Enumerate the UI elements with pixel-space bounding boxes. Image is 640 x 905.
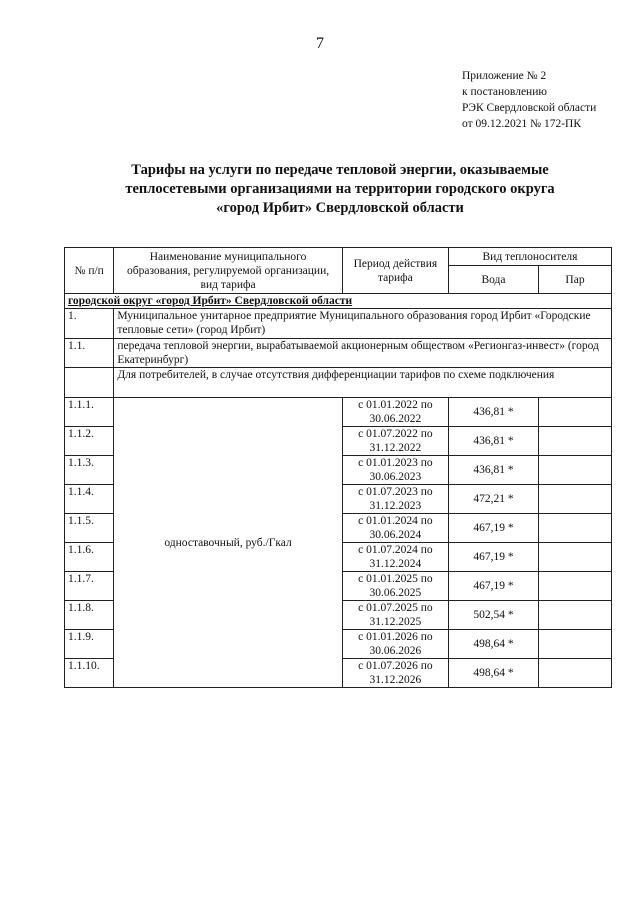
period-cell xyxy=(342,543,448,572)
steam-value xyxy=(539,514,612,543)
row-num: 1.1.1. xyxy=(65,398,114,427)
period-from: с 01.01.2026 по xyxy=(358,631,433,643)
row-num: 1.1.5. xyxy=(65,514,114,543)
period-to: 30.06.2024 xyxy=(369,529,422,541)
period-to: 31.12.2022 xyxy=(369,442,422,454)
header-water: Вода xyxy=(448,266,538,294)
period-to: 31.12.2026 xyxy=(369,674,422,686)
tariff-table xyxy=(64,247,612,688)
region-row xyxy=(65,294,612,309)
row-num: 1.1.7. xyxy=(65,572,114,601)
steam-value xyxy=(539,427,612,456)
appendix-line: от 09.12.2021 № 172-ПК xyxy=(462,118,582,130)
period-to: 31.12.2025 xyxy=(369,616,422,628)
period-from: с 01.01.2025 по xyxy=(358,573,433,585)
period-cell xyxy=(342,485,448,514)
period-cell xyxy=(342,572,448,601)
header-steam: Пар xyxy=(539,266,612,294)
water-value: 436,81 * xyxy=(448,456,538,485)
period-from: с 01.01.2023 по xyxy=(358,457,433,469)
consumers-cell: Для потребителей, в случае отсутствия дифференциации тарифов по схеме подключения xyxy=(114,368,612,398)
period-to: 30.06.2023 xyxy=(369,471,422,483)
steam-value xyxy=(539,485,612,514)
steam-value xyxy=(539,630,612,659)
tariff-row xyxy=(65,398,612,427)
period-to: 30.06.2022 xyxy=(369,413,422,425)
row-num: 1.1.2. xyxy=(65,427,114,456)
page-number: 7 xyxy=(316,35,324,52)
row-num: 1.1.4. xyxy=(65,485,114,514)
water-value: 436,81 * xyxy=(448,427,538,456)
period-cell xyxy=(342,659,448,688)
title-line: «город Ирбит» Свердловской области xyxy=(216,200,464,216)
period-from: с 01.07.2026 по xyxy=(358,660,433,672)
period-from: с 01.07.2024 по xyxy=(358,544,433,556)
water-value: 502,54 * xyxy=(448,601,538,630)
period-to: 30.06.2026 xyxy=(369,645,422,657)
appendix-line: к постановлению xyxy=(462,86,547,98)
water-value: 472,21 * xyxy=(448,485,538,514)
period-from: с 01.01.2024 по xyxy=(358,515,433,527)
consumers-empty-cell xyxy=(65,368,114,398)
header-num: № п/п xyxy=(65,248,114,294)
title-line: теплосетевыми организациями на территории городского округа xyxy=(125,181,555,197)
row-num: 1.1.10. xyxy=(65,659,114,688)
region-cell: городской округ «город Ирбит» Свердловской области xyxy=(65,294,612,309)
water-value: 436,81 * xyxy=(448,398,538,427)
org-name: Муниципальное унитарное предприятие Муниципального образования город Ирбит «Городские тепловые сети» (город Ирбит) xyxy=(114,309,612,339)
steam-value xyxy=(539,601,612,630)
period-cell xyxy=(342,601,448,630)
water-value: 467,19 * xyxy=(448,514,538,543)
period-cell xyxy=(342,456,448,485)
organization-row xyxy=(65,309,612,339)
row-num: 1.1.8. xyxy=(65,601,114,630)
water-value: 498,64 * xyxy=(448,630,538,659)
water-value: 467,19 * xyxy=(448,572,538,601)
period-to: 31.12.2024 xyxy=(369,558,422,570)
service-name: передача тепловой энергии, вырабатываемой акционерным обществом «Регионгаз-инвест» (город Екатеринбург) xyxy=(114,339,612,368)
period-cell xyxy=(342,427,448,456)
period-from: с 01.07.2022 по xyxy=(358,428,433,440)
header-period: Период действия тарифа xyxy=(342,248,448,294)
header-carrier: Вид теплоносителя xyxy=(448,248,611,266)
period-to: 31.12.2023 xyxy=(369,500,422,512)
steam-value xyxy=(539,456,612,485)
water-value: 467,19 * xyxy=(448,543,538,572)
period-cell xyxy=(342,398,448,427)
appendix-line: РЭК Свердловской области xyxy=(462,102,597,114)
service-row xyxy=(65,339,612,368)
title-line: Тарифы на услуги по передаче тепловой энергии, оказываемые xyxy=(131,162,549,178)
period-from: с 01.07.2025 по xyxy=(358,602,433,614)
appendix-line: Приложение № 2 xyxy=(462,70,547,82)
row-num: 1.1.3. xyxy=(65,456,114,485)
water-value: 498,64 * xyxy=(448,659,538,688)
period-cell xyxy=(342,514,448,543)
period-from: с 01.01.2022 по xyxy=(358,399,433,411)
period-cell xyxy=(342,630,448,659)
header-name: Наименование муниципального образования, регулируемой организации, вид тарифа xyxy=(114,248,342,294)
document-title xyxy=(60,161,620,218)
steam-value xyxy=(539,543,612,572)
row-num: 1.1.9. xyxy=(65,630,114,659)
row-num: 1.1.6. xyxy=(65,543,114,572)
period-to: 30.06.2025 xyxy=(369,587,422,599)
steam-value xyxy=(539,398,612,427)
consumers-row xyxy=(65,368,612,398)
steam-value xyxy=(539,572,612,601)
steam-value xyxy=(539,659,612,688)
tariff-type-cell: одноставочный, руб./Гкал xyxy=(114,398,342,688)
service-num: 1.1. xyxy=(65,339,114,368)
org-num: 1. xyxy=(65,309,114,339)
period-from: с 01.07.2023 по xyxy=(358,486,433,498)
appendix-block xyxy=(462,68,596,132)
